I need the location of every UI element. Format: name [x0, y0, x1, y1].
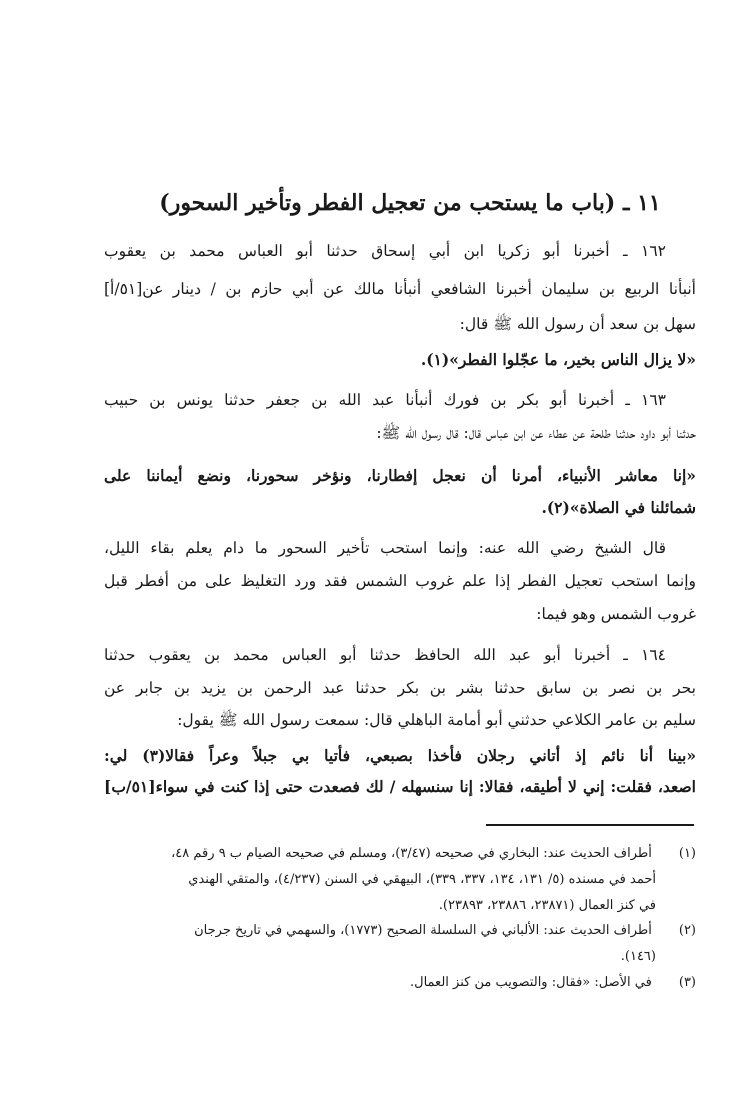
sheikh-comment-line-1: قال الشيخ رضي الله عنه: وإنما استحب تأخير السحور ما دام يعلم بقاء الليل،	[104, 539, 666, 557]
hadith-163-line-1: ١٦٣ ـ أخبرنا أبو بكر بن فورك أنبأنا عبد الله بن جعفر حدثنا يونس بن حبيب	[104, 391, 666, 409]
footnote-separator	[486, 824, 694, 826]
hadith-164-line-3: سليم بن عامر الكلاعي حدثني أبو أمامة الباهلي قال: سمعت رسول الله ﷺ يقول:	[177, 711, 696, 729]
hadith-164-text-line-2: اصعد، فقلت: إني لا أطيقه، فقالا: إنا سنسهله / لك فصعدت حتى إذا كنت في سواء[٥١/ب]	[104, 777, 696, 796]
sheikh-comment-line-2: وإنما استحب تعجيل الفطر إذا علم غروب الشمس فقد ورد التغليظ على من أفطر قبل	[104, 572, 696, 590]
chapter-heading: ١١ ـ (باب ما يستحب من تعجيل الفطر وتأخير السحور)	[159, 190, 661, 216]
hadith-163-text-line-1: «إنا معاشر الأنبياء، أمرنا أن نعجل إفطارنا، ونؤخر سحورنا، ونضع أيماننا على	[104, 466, 696, 485]
hadith-164-text-line-1: «بينا أنا نائم إذ أتاني رجلان فأخذا بصبعي، فأتيا بي جبلاً وعراً فقالا(٣) لي:	[104, 746, 697, 765]
hadith-162-line-3: سهل بن سعد أن رسول الله ﷺ قال:	[459, 315, 696, 333]
hadith-163-line-2: حدثنا أبو داود حدثنا طلحة عن عطاء عن ابن عباس قال: قال رسول الله ﷺ:	[376, 424, 696, 442]
footnote-1-line-3: في كنز العمال (٢٣٨٧١، ٢٣٨٨٦، ٢٣٨٩٣).	[438, 898, 656, 913]
footnote-1	[112, 847, 696, 860]
footnote-2-line-2: (١٤٦).	[620, 949, 656, 964]
footnote-number: (٣)	[678, 975, 696, 990]
footnote-1-line-2: أحمد في مسنده (٥/ ١٣١، ١٣٤، ٣٣٧، ٣٣٩)، البيهقي في السنن (٤/٢٣٧)، والمتقي الهندي	[188, 872, 656, 887]
footnote-number: (٢)	[678, 923, 696, 938]
hadith-162-text: «لا يزال الناس بخير، ما عجّلوا الفطر»(١).	[420, 350, 696, 369]
hadith-163-text-line-2: شمائلنا في الصلاة»(٢).	[541, 498, 696, 517]
sheikh-comment-line-3: غروب الشمس وهو فيما:	[536, 605, 696, 623]
hadith-162-line-2: أنبأنا الربيع بن سليمان أخبرنا الشافعي أنبأنا مالك عن أبي حازم بن / دينار عن[٥١/أ]	[104, 280, 696, 298]
footnote-3	[112, 976, 696, 989]
footnote-2-line-1: أطراف الحديث عند: الألباني في السلسلة الصحيح (١٧٧٣)، والسهمي في تاريخ جرجان	[194, 923, 652, 938]
footnote-3-line-1: في الأصل: «فقال: والتصويب من كنز العمال.	[410, 975, 652, 990]
footnote-number: (١)	[678, 846, 696, 861]
hadith-164-line-1: ١٦٤ ـ أخبرنا أبو عبد الله الحافظ حدثنا أبو العباس محمد بن يعقوب حدثنا	[104, 646, 666, 664]
footnote-1-line-1: أطراف الحديث عند: البخاري في صحيحه (٣/٤٧)، ومسلم في صحيحه الصيام ب ٩ رقم ٤٨،	[171, 846, 652, 861]
hadith-164-line-2: بحر بن نصر بن سابق حدثنا بشر بن بكر حدثنا عبد الرحمن بن يزيد بن جابر عن	[104, 679, 696, 697]
hadith-162-line-1: ١٦٢ ـ أخبرنا أبو زكريا ابن أبي إسحاق حدثنا أبو العباس محمد بن يعقوب	[104, 242, 666, 260]
footnote-2	[112, 924, 696, 937]
